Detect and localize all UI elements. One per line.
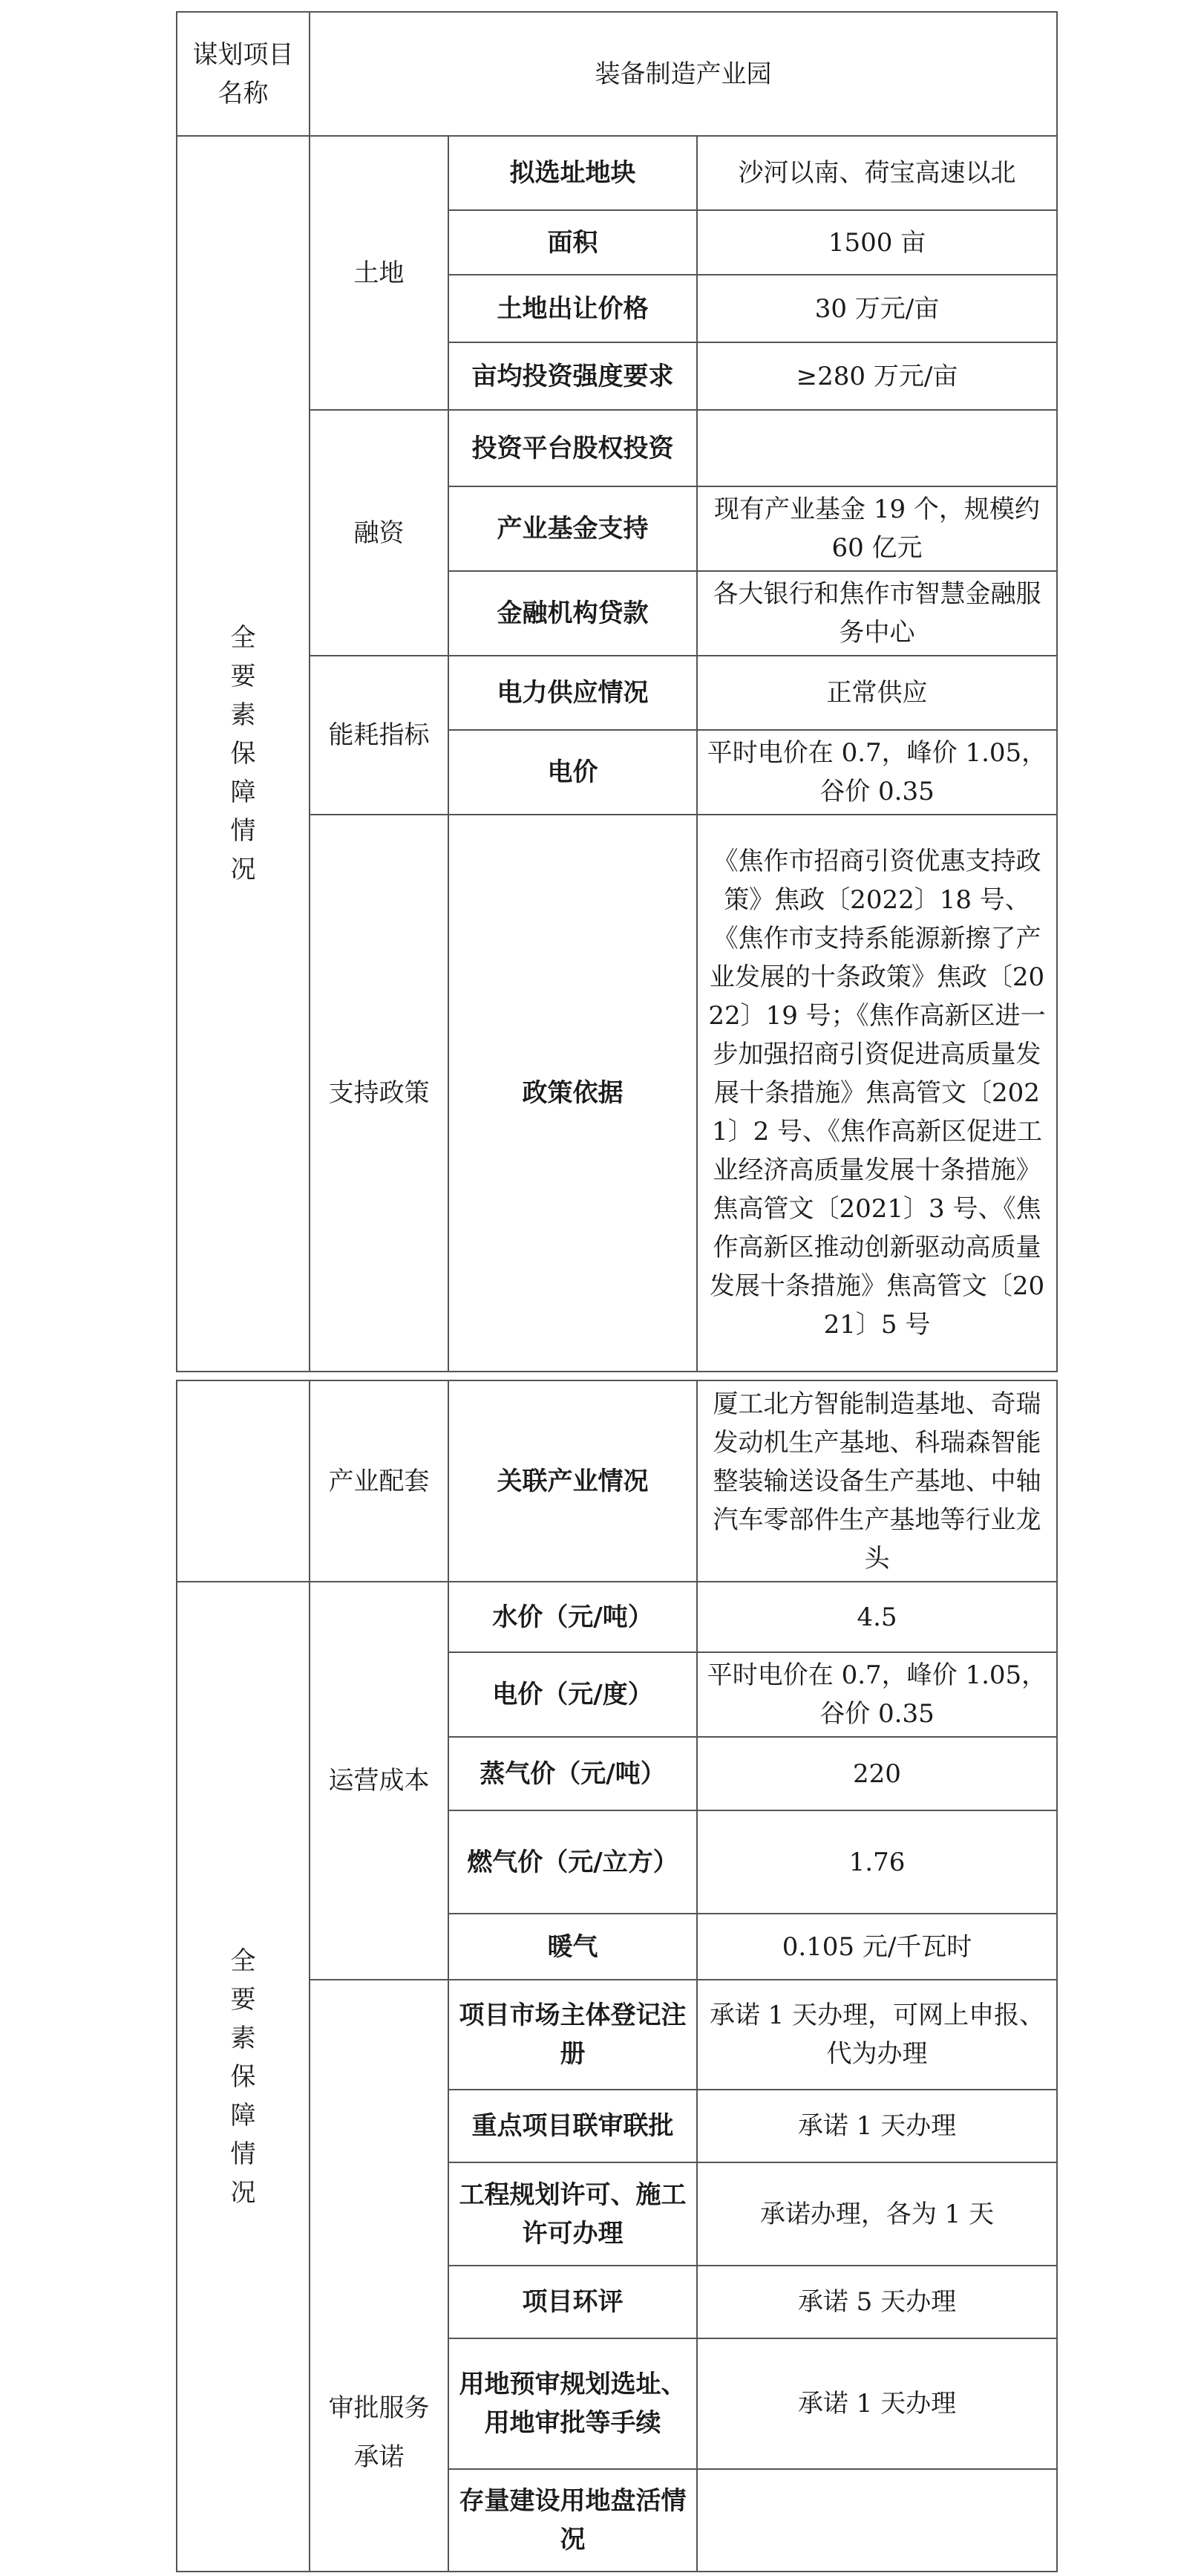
row-value bbox=[697, 410, 1057, 486]
row-value: 承诺 1 天办理 bbox=[697, 2338, 1057, 2469]
row-label: 面积 bbox=[448, 210, 697, 275]
row-label: 政策依据 bbox=[448, 815, 697, 1372]
row-label: 投资平台股权投资 bbox=[448, 410, 697, 486]
row-value: 4.5 bbox=[697, 1582, 1057, 1652]
row-label: 土地出让价格 bbox=[448, 275, 697, 342]
row-label: 蒸气价（元/吨） bbox=[448, 1737, 697, 1810]
row-value: 正常供应 bbox=[697, 656, 1057, 730]
row-value: 承诺办理，各为 1 天 bbox=[697, 2162, 1057, 2266]
row-value: 沙河以南、荷宝高速以北 bbox=[697, 136, 1057, 210]
row-label: 金融机构贷款 bbox=[448, 571, 697, 656]
row-value: 承诺 5 天办理 bbox=[697, 2266, 1057, 2338]
row-label: 用地预审规划选址、用地审批等手续 bbox=[448, 2338, 697, 2469]
category-policy: 支持政策 bbox=[310, 815, 448, 1372]
row-label: 项目市场主体登记注册 bbox=[448, 1980, 697, 2090]
row-label: 产业基金支持 bbox=[448, 486, 697, 571]
category-land: 土地 bbox=[310, 136, 448, 410]
row-value bbox=[697, 2469, 1057, 2572]
section-title: 全 要 素 保 障 情 况 bbox=[177, 136, 310, 1372]
row-label: 暖气 bbox=[448, 1914, 697, 1980]
row-value: 《焦作市招商引资优惠支持政策》焦政〔2022〕18 号、《焦作市支持系能源新擦了产业发展的十条政策》焦政〔2022〕19 号；《焦作高新区进一步加强招商引资促进高质量发展十条措施》焦高管文〔2021〕2 号、《焦作高新区促进工业经济高质量发展十条措施》焦高管文〔2021〕3 号、《焦作高新区推动创新驱动高质量发展十条措施》焦高管文〔2021〕5 号 bbox=[697, 815, 1057, 1372]
row-label: 电力供应情况 bbox=[448, 656, 697, 730]
row-label: 亩均投资强度要求 bbox=[448, 342, 697, 410]
row-label: 存量建设用地盘活情况 bbox=[448, 2469, 697, 2572]
row-value: 厦工北方智能制造基地、奇瑞发动机生产基地、科瑞森智能整装输送设备生产基地、中轴汽车零部件生产基地等行业龙头 bbox=[697, 1380, 1057, 1582]
category-industry: 产业配套 bbox=[310, 1380, 448, 1582]
row-value: 各大银行和焦作市智慧金融服务中心 bbox=[697, 571, 1057, 656]
category-energy: 能耗指标 bbox=[310, 656, 448, 815]
row-label: 水价（元/吨） bbox=[448, 1582, 697, 1652]
element-guarantee-table-1 bbox=[176, 11, 1058, 1372]
row-value: 30 万元/亩 bbox=[697, 275, 1057, 342]
row-label: 拟选址地块 bbox=[448, 136, 697, 210]
blank-cell bbox=[177, 1380, 310, 1582]
row-label: 电价（元/度） bbox=[448, 1652, 697, 1737]
row-label: 重点项目联审联批 bbox=[448, 2090, 697, 2162]
row-value: 现有产业基金 19 个，规模约 60 亿元 bbox=[697, 486, 1057, 571]
row-label: 燃气价（元/立方） bbox=[448, 1810, 697, 1914]
header-value: 装备制造产业园 bbox=[310, 12, 1057, 136]
row-label: 项目环评 bbox=[448, 2266, 697, 2338]
row-label: 工程规划许可、施工许可办理 bbox=[448, 2162, 697, 2266]
row-value: 承诺 1 天办理，可网上申报、代为办理 bbox=[697, 1980, 1057, 2090]
category-finance: 融资 bbox=[310, 410, 448, 656]
row-label: 电价 bbox=[448, 730, 697, 815]
row-value: 平时电价在 0.7，峰价 1.05，谷价 0.35 bbox=[697, 1652, 1057, 1737]
header-label: 谋划项目名称 bbox=[177, 12, 310, 136]
row-label: 关联产业情况 bbox=[448, 1380, 697, 1582]
row-value: 平时电价在 0.7，峰价 1.05，谷价 0.35 bbox=[697, 730, 1057, 815]
row-value: 承诺 1 天办理 bbox=[697, 2090, 1057, 2162]
row-value: 1500 亩 bbox=[697, 210, 1057, 275]
row-value: 0.105 元/千瓦时 bbox=[697, 1914, 1057, 1980]
element-guarantee-table-2 bbox=[176, 1380, 1058, 2572]
row-value: 220 bbox=[697, 1737, 1057, 1810]
category-approval: 审批服务 承诺 bbox=[310, 1980, 448, 2572]
section-title: 全 要 素 保 障 情 况 bbox=[177, 1582, 310, 2572]
category-operating-cost: 运营成本 bbox=[310, 1582, 448, 1980]
row-value: 1.76 bbox=[697, 1810, 1057, 1914]
row-value: ≥280 万元/亩 bbox=[697, 342, 1057, 410]
